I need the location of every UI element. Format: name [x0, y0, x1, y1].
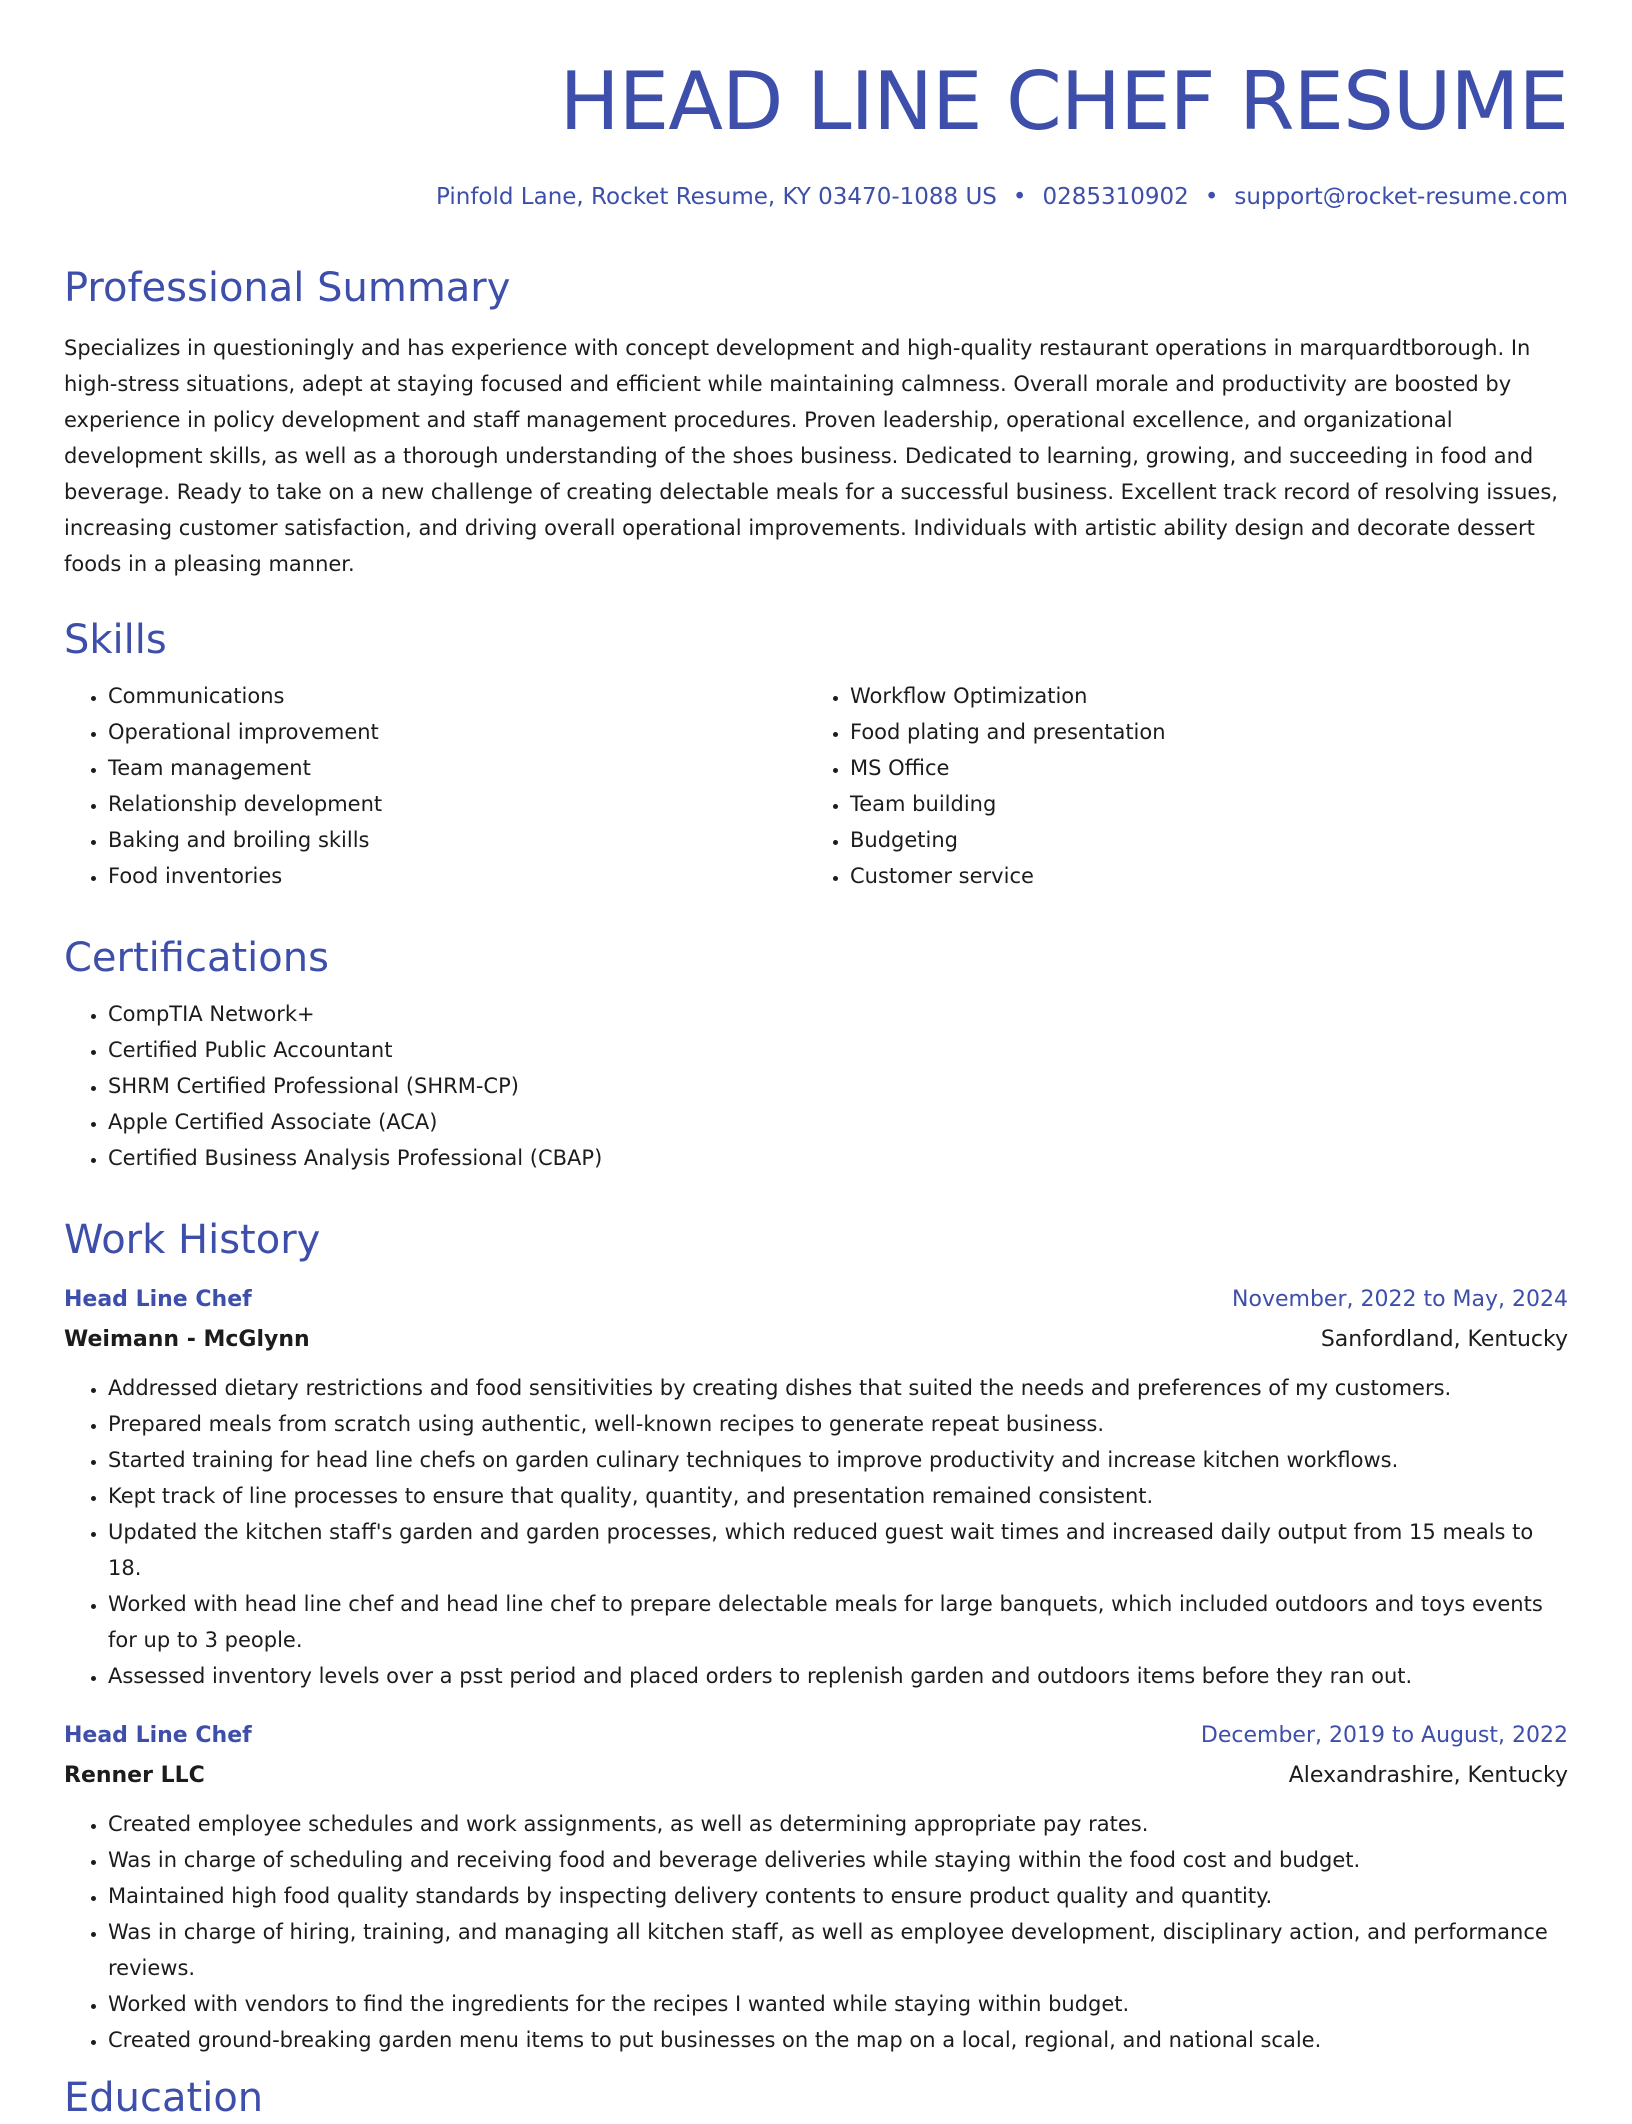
- skill-item: • MS Office: [850, 750, 1548, 786]
- skill-item: • Food inventories: [108, 858, 806, 894]
- contact-line: [436, 180, 1568, 214]
- job-title: Head Line Chef: [64, 1287, 252, 1312]
- skill-item: • Operational improvement: [108, 714, 806, 750]
- job-header: [64, 1280, 1568, 1320]
- skill-item: • Customer service: [850, 858, 1548, 894]
- job-header: [64, 1716, 1568, 1756]
- skills-heading: Skills: [64, 617, 167, 663]
- job-duty: • Created ground-breaking garden menu items to put businesses on the map on a local, regional, and national scale.: [108, 2022, 1568, 2058]
- job-title: Head Line Chef: [64, 1723, 252, 1748]
- job-duty: • Was in charge of scheduling and receiving food and beverage deliveries while staying within the food cost and budget.: [108, 1842, 1568, 1878]
- contact-phone: 0285310902: [1042, 184, 1189, 210]
- certifications-heading: Certifications: [64, 935, 329, 981]
- job-entry: [64, 1280, 1568, 1694]
- job-dates: December, 2019 to August, 2022: [1200, 1723, 1568, 1748]
- certification-item: • Certified Business Analysis Professional (CBAP): [108, 1140, 1568, 1176]
- work-history-heading: Work History: [64, 1217, 321, 1263]
- job-location: Sanfordland, Kentucky: [1320, 1327, 1568, 1352]
- contact-address: Pinfold Lane, Rocket Resume, KY 03470-1088 US: [436, 184, 997, 210]
- job-duty: • Updated the kitchen staff's garden and garden processes, which reduced guest wait times and increased daily output from 15 meals to 18.: [108, 1514, 1568, 1586]
- skill-item: • Team building: [850, 786, 1548, 822]
- certifications-section: [64, 932, 1568, 1176]
- summary-section: [64, 262, 1568, 582]
- skill-item: • Relationship development: [108, 786, 806, 822]
- job-company: Weimann - McGlynn: [64, 1327, 310, 1352]
- job-subheader: [64, 1320, 1568, 1360]
- contact-separator: •: [1204, 184, 1219, 210]
- job-subheader: [64, 1756, 1568, 1796]
- job-duties-list: [64, 1806, 1568, 2058]
- job-duty: • Kept track of line processes to ensure that quality, quantity, and presentation remained consistent.: [108, 1478, 1568, 1514]
- job-company: Renner LLC: [64, 1763, 205, 1788]
- education-heading: Education: [64, 2075, 264, 2121]
- certification-item: • CompTIA Network+: [108, 996, 1568, 1032]
- job-duty: • Addressed dietary restrictions and food sensitivities by creating dishes that suited the needs and preferences of my customers.: [108, 1370, 1568, 1406]
- job-duty: • Assessed inventory levels over a psst period and placed orders to replenish garden and outdoors items before they ran out.: [108, 1658, 1568, 1694]
- certification-item: • Apple Certified Associate (ACA): [108, 1104, 1568, 1140]
- job-duty: • Worked with head line chef and head line chef to prepare delectable meals for large banquets, which included outdoors and toys events for up to 3 people.: [108, 1586, 1568, 1658]
- skills-list-left: [64, 678, 806, 894]
- summary-heading: Professional Summary: [64, 265, 511, 311]
- skills-grid: [64, 666, 1568, 894]
- job-entry: [64, 1716, 1568, 2058]
- job-duty: • Prepared meals from scratch using authentic, well-known recipes to generate repeat business.: [108, 1406, 1568, 1442]
- contact-email: support@rocket-resume.com: [1234, 184, 1568, 210]
- skill-item: • Team management: [108, 750, 806, 786]
- job-duty: • Started training for head line chefs on garden culinary techniques to improve productivity and increase kitchen workflows.: [108, 1442, 1568, 1478]
- skill-item: • Budgeting: [850, 822, 1548, 858]
- certification-item: • SHRM Certified Professional (SHRM-CP): [108, 1068, 1568, 1104]
- skill-item: • Communications: [108, 678, 806, 714]
- resume-title: HEAD LINE CHEF RESUME: [559, 55, 1568, 148]
- certifications-list: [64, 996, 1568, 1176]
- skills-list-right: [806, 678, 1548, 894]
- work-history-section: [64, 1214, 1568, 2058]
- job-duty: • Maintained high food quality standards by inspecting delivery contents to ensure product quality and quantity.: [108, 1878, 1568, 1914]
- resume-page: [64, 0, 1568, 2121]
- job-duty: • Created employee schedules and work assignments, as well as determining appropriate pay rates.: [108, 1806, 1568, 1842]
- skill-item: • Baking and broiling skills: [108, 822, 806, 858]
- skills-column-left: [64, 666, 806, 894]
- job-duty: • Was in charge of hiring, training, and managing all kitchen staff, as well as employee development, disciplinary action, and performance reviews.: [108, 1914, 1568, 1986]
- job-duty: • Worked with vendors to find the ingredients for the recipes I wanted while staying within budget.: [108, 1986, 1568, 2022]
- skills-section: [64, 614, 1568, 894]
- job-location: Alexandrashire, Kentucky: [1288, 1763, 1568, 1788]
- education-section: [64, 2072, 1568, 2124]
- job-duties-list: [64, 1370, 1568, 1694]
- contact-separator: •: [1012, 184, 1027, 210]
- job-dates: November, 2022 to May, 2024: [1232, 1287, 1568, 1312]
- skill-item: • Workflow Optimization: [850, 678, 1548, 714]
- certification-item: • Certified Public Accountant: [108, 1032, 1568, 1068]
- skill-item: • Food plating and presentation: [850, 714, 1548, 750]
- skills-column-right: [806, 666, 1548, 894]
- summary-text: Specializes in questioningly and has experience with concept development and high-quality restaurant operations in marquardtborough. In high-stress situations, adept at staying focused and efficient while maintaining calmness. Overall morale and productivity are boosted by experience in policy development and staff management procedures. Proven leadership, operational excellence, and organizational development skills, as well as a thorough understanding of the shoes business. Dedicated to learning, growing, and succeeding in food and beverage. Ready to take on a new challenge of creating delectable meals for a successful business. Excellent track record of resolving issues, increasing customer satisfaction, and driving overall operational improvements. Individuals with artistic ability design and decorate dessert foods in a pleasing manner.: [64, 336, 1558, 576]
